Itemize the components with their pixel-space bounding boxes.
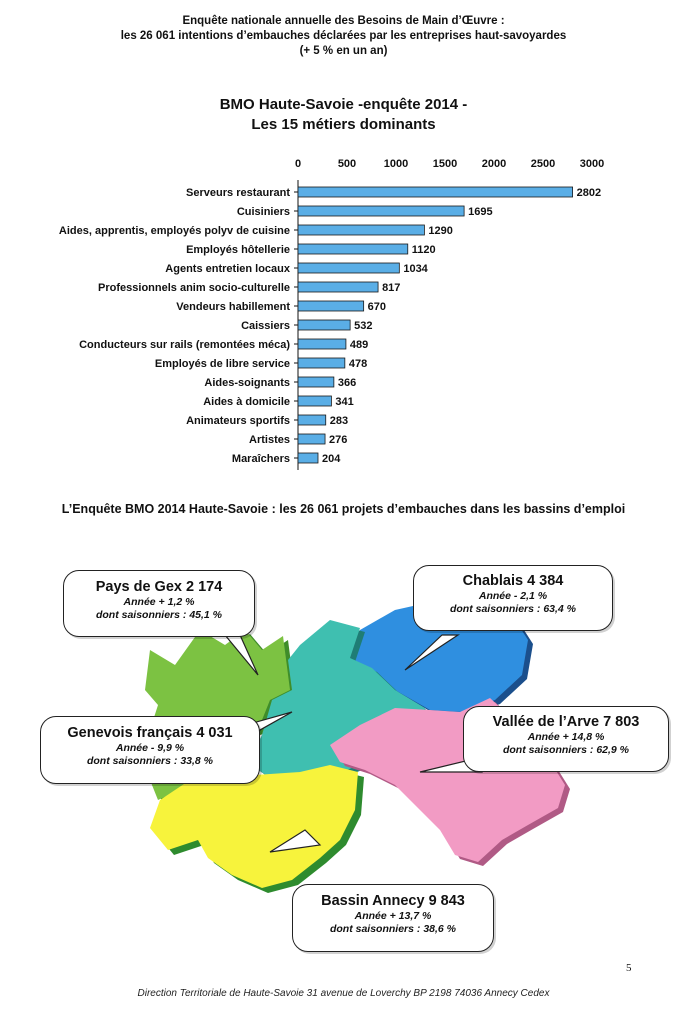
x-tick-label: 3000: [579, 158, 605, 170]
bar: [298, 206, 464, 216]
data-label: 1120: [411, 244, 436, 256]
category-label: Aides, apprentis, employés polyv de cuisine: [58, 225, 290, 237]
page-footer: Direction Territoriale de Haute-Savoie 31 avenue de Loverchy BP 2198 74036 Annecy Cedex: [137, 988, 550, 999]
category-label: Artistes: [249, 434, 290, 446]
category-label: Professionnels anim socio-culturelle: [98, 282, 290, 294]
category-label: Cuisiniers: [236, 206, 290, 218]
data-label: 817: [382, 282, 401, 294]
map-section-title: L’Enquête BMO 2014 Haute-Savoie : les 26 061 projets d’embauches dans les bassins d’emploi: [61, 502, 626, 516]
page-number: 5: [626, 962, 632, 974]
category-label: Employés de libre service: [154, 358, 290, 370]
region-name: Pays de Gex 2 174: [95, 579, 223, 595]
category-label: Aides-soignants: [204, 377, 290, 389]
category-label: Caissiers: [241, 320, 290, 332]
data-label: 1695: [468, 206, 493, 218]
category-label: Serveurs restaurant: [186, 187, 290, 199]
region-seasonal-share: dont saisonniers : 45,1 %: [95, 609, 223, 621]
region-year-change: Année - 9,9 %: [115, 742, 185, 754]
category-label: Aides à domicile: [203, 396, 290, 408]
region-seasonal-share: dont saisonniers : 63,4 %: [449, 603, 577, 615]
page-header: [0, 14, 687, 59]
data-label: 204: [321, 453, 341, 465]
data-label: 1034: [403, 263, 428, 275]
bar: [298, 320, 350, 330]
region-seasonal-share: dont saisonniers : 33,8 %: [86, 755, 214, 767]
x-tick-label: 1500: [432, 158, 458, 170]
data-label: 283: [329, 415, 349, 427]
x-tick-label: 1000: [383, 158, 409, 170]
region-name: Vallée de l’Arve 7 803: [492, 714, 640, 730]
bar: [298, 282, 378, 292]
callout-pays-de-gex: [63, 570, 255, 637]
bar: [298, 187, 573, 197]
chart-title: [0, 95, 687, 135]
bar: [298, 415, 326, 425]
data-label: 341: [335, 396, 354, 408]
header-line-1: Enquête nationale annuelle des Besoins de Main d’Œuvre :: [182, 15, 505, 27]
data-label: 2802: [576, 187, 602, 199]
x-tick-label: 500: [337, 158, 357, 170]
region-name: Chablais 4 384: [462, 573, 564, 589]
bar: [298, 263, 399, 273]
bar: [298, 377, 334, 387]
data-label: 532: [354, 320, 373, 332]
chart-title-line-2: Les 15 métiers dominants: [251, 116, 436, 133]
region-name: Bassin Annecy 9 843: [321, 893, 465, 909]
category-label: Conducteurs sur rails (remontées méca): [79, 339, 290, 351]
region-year-change: Année - 2,1 %: [478, 590, 548, 602]
header-line-3: (+ 5 % en un an): [299, 45, 388, 57]
data-label: 276: [329, 434, 348, 446]
region-seasonal-share: dont saisonniers : 38,6 %: [329, 923, 457, 935]
data-label: 366: [337, 377, 357, 389]
bar: [298, 339, 346, 349]
data-label: 489: [349, 339, 369, 351]
bar: [298, 434, 325, 444]
bar: [298, 358, 345, 368]
category-label: Maraîchers: [231, 453, 290, 465]
category-label: Employés hôtellerie: [186, 244, 290, 256]
category-label: Animateurs sportifs: [186, 415, 290, 427]
callout-bassin-annecy: [292, 884, 494, 952]
bar: [298, 225, 424, 235]
bar: [298, 453, 318, 463]
data-label: 670: [367, 301, 387, 313]
bar: [298, 301, 364, 311]
x-tick-label: 0: [294, 158, 302, 170]
data-label: 478: [348, 358, 368, 370]
data-label: 1290: [428, 225, 453, 237]
region-seasonal-share: dont saisonniers : 62,9 %: [502, 744, 630, 756]
x-tick-label: 2000: [481, 158, 507, 170]
region-year-change: Année + 13,7 %: [354, 910, 432, 922]
callout-chablais: [413, 565, 613, 631]
region-year-change: Année + 14,8 %: [527, 731, 605, 743]
bar: [298, 244, 408, 254]
bar: [298, 396, 331, 406]
callout-genevois: [40, 716, 260, 784]
callout-vallee-arve: [463, 706, 669, 772]
category-label: Vendeurs habillement: [176, 301, 290, 313]
bar-chart: [0, 150, 687, 480]
region-name: Genevois français 4 031: [67, 725, 233, 741]
header-line-2: les 26 061 intentions d’embauches déclarées par les entreprises haut-savoyardes: [120, 30, 567, 42]
chart-title-line-1: BMO Haute-Savoie -enquête 2014 -: [219, 96, 468, 113]
region-year-change: Année + 1,2 %: [123, 596, 195, 608]
category-label: Agents entretien locaux: [165, 263, 290, 275]
x-tick-label: 2500: [530, 158, 556, 170]
